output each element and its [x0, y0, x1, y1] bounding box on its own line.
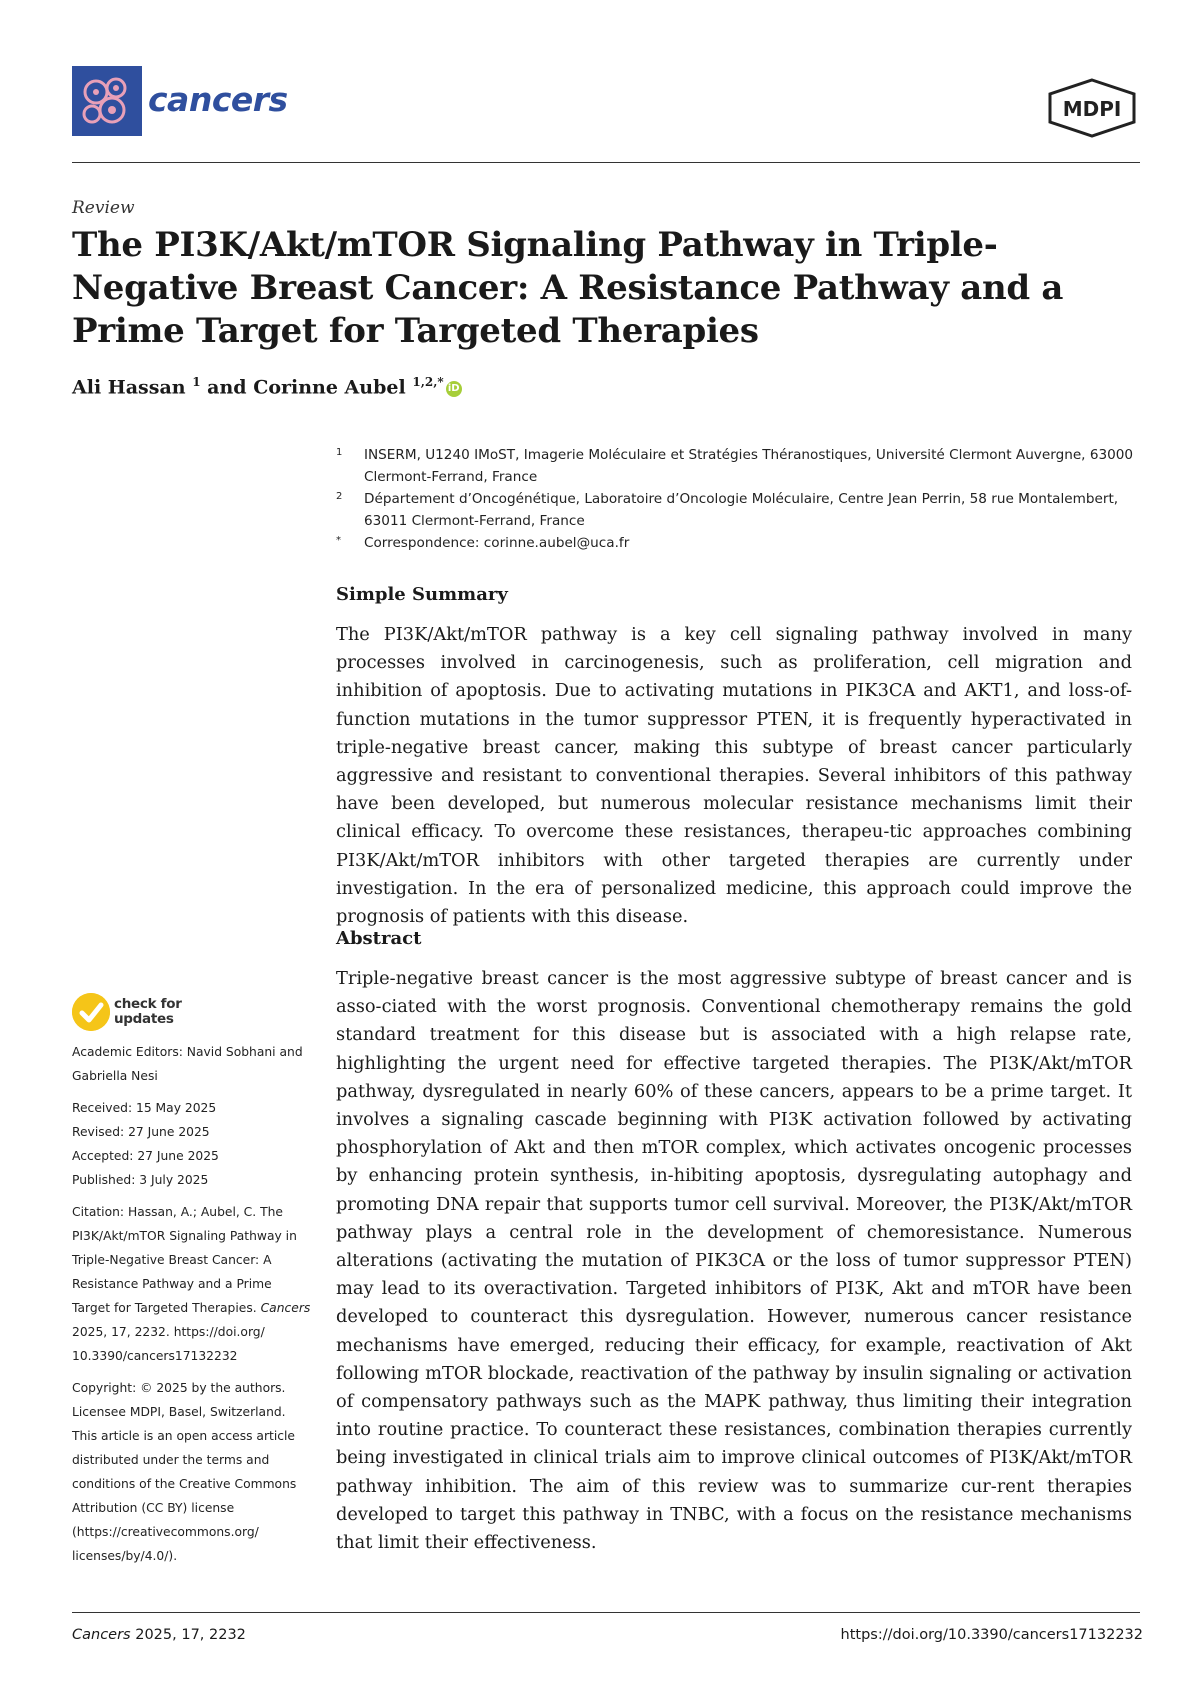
author-name[interactable]: Corinne Aubel	[253, 376, 406, 399]
article-sidebar	[72, 1040, 312, 1576]
orcid-icon[interactable]: iD	[446, 381, 462, 397]
author-conjunction: and	[200, 376, 254, 399]
article-dates	[72, 1096, 312, 1192]
check-for-updates-badge[interactable]	[72, 993, 192, 1033]
footer-journal: Cancers	[72, 1627, 131, 1643]
check-updates-label	[114, 997, 182, 1027]
check-updates-icon	[72, 993, 110, 1031]
header-divider	[72, 162, 1140, 163]
citation-prefix: Citation: Hassan, A.; Aubel, C. The PI3K/Akt/mTOR Signaling Pathway in Triple-Negative Breast Cancer: A Resistance Pathway and a Prime Target for Targeted Therapies.	[72, 1205, 297, 1315]
simple-summary-text: The PI3K/Akt/mTOR pathway is a key cell signaling pathway involved in many processes involved in carcinogenesis, such as proliferation, cell migration and inhibition of apoptosis. Due to activating mutations in PIK3CA and AKT1, and loss-of-function mutations in the tumor suppressor PTEN, it is frequently hyperactivated in triple-negative breast cancer, making this subtype of breast cancer particularly aggressive and resistant to conventional therapies. Several inhibitors of this pathway have been developed, but numerous molecular resistance mechanisms limit their clinical efficacy. To overcome these resistances, therapeu-tic approaches combining PI3K/Akt/mTOR inhibitors with other targeted therapies are currently under investigation. In the era of personalized medicine, this approach could improve the prognosis of patients with this disease.	[336, 624, 1132, 928]
affiliation-text: INSERM, U1240 IMoST, Imagerie Moléculaire et Stratégies Théranostiques, Université Clermont Auvergne, 63000 Clermont-Ferrand, France	[364, 447, 1134, 485]
affiliation-mark: 2	[336, 491, 343, 502]
citation-block	[72, 1200, 312, 1368]
author-affiliation-mark: 1	[192, 375, 201, 389]
affiliation-item	[336, 532, 1144, 554]
citation-doi-link[interactable]: 2025, 17, 2232. https://doi.org/ 10.3390/cancers17132232	[72, 1325, 265, 1363]
affiliation-item	[336, 444, 1144, 488]
article-type: Review	[72, 198, 135, 218]
accepted-date: Accepted: 27 June 2025	[72, 1149, 219, 1163]
affiliation-item	[336, 488, 1144, 532]
revised-date: Revised: 27 June 2025	[72, 1125, 210, 1139]
citation-journal: Cancers	[260, 1301, 311, 1315]
affiliation-text: Département d’Oncogénétique, Laboratoire d’Oncologie Moléculaire, Centre Jean Perrin, 58 rue Montalembert, 63011 Clermont-Ferrand, France	[364, 491, 1119, 529]
affiliations	[336, 444, 1144, 554]
footer-citation	[72, 1627, 246, 1643]
check-updates-line2: updates	[114, 1011, 174, 1027]
article-title: The PI3K/Akt/mTOR Signaling Pathway in Triple-Negative Breast Cancer: A Resistance Pathway and a Prime Target for Targeted Therapies	[72, 225, 1064, 351]
copyright-notice: Copyright: © 2025 by the authors. Licensee MDPI, Basel, Switzerland. This article is an open access article distributed under the terms and conditions of the Creative Commons Attribution (CC BY) license (https://creativecommons.org/ licenses/by/4.0/).	[72, 1381, 297, 1563]
footer-doi-link[interactable]: https://doi.org/10.3390/cancers17132232	[840, 1627, 1143, 1643]
simple-summary-heading: Simple Summary	[336, 584, 508, 605]
received-date: Received: 15 May 2025	[72, 1101, 217, 1115]
mdpi-logo	[1044, 78, 1140, 138]
correspondence-text[interactable]: Correspondence: corinne.aubel@uca.fr	[364, 535, 630, 551]
author-list	[72, 375, 462, 398]
academic-editors: Academic Editors: Navid Sobhani and Gabriella Nesi	[72, 1045, 303, 1083]
mdpi-logo-text: MDPI	[1062, 97, 1122, 121]
abstract-heading: Abstract	[336, 928, 422, 949]
published-date: Published: 3 July 2025	[72, 1173, 209, 1187]
journal-logo-icon	[72, 66, 142, 136]
journal-name: cancers	[148, 80, 288, 119]
abstract-text: Triple-negative breast cancer is the most aggressive subtype of breast cancer and is asso-ciated with the worst prognosis. Conventional chemotherapy remains the gold standard treatment for this disease but is associated with a high relapse rate, highlighting the urgent need for effective targeted therapies. The PI3K/Akt/mTOR pathway, dysregulated in nearly 60% of these cancers, appears to be a prime target. It involves a signaling cascade beginning with PI3K activation followed by activating phosphorylation of Akt and then mTOR complex, which activates oncogenic processes by enhancing protein synthesis, in-hibiting apoptosis, dysregulating autophagy and promoting DNA repair that supports tumor cell survival. Moreover, the PI3K/Akt/mTOR pathway plays a central role in the development of chemoresistance. Numerous alterations (activating the mutation of PIK3CA or the loss of tumor suppressor PTEN) may lead to its overactivation. Targeted inhibitors of PI3K, Akt and mTOR have been developed to counteract this dysregulation. However, numerous cancer resistance mechanisms have emerged, reducing their efficacy, for example, reactivation of Akt following mTOR blockade, reactivation of the pathway by insulin signaling or activation of compensatory pathways such as the MAPK pathway, thus limiting their integration into routine practice. To counteract these resistances, combination therapies currently being investigated in clinical trials aim to improve clinical outcomes of PI3K/Akt/mTOR pathway inhibition. The aim of this review was to summarize cur-rent therapies developed to target this pathway in TNBC, with a focus on the resistance mechanisms that limit their effectiveness.	[336, 968, 1132, 1554]
affiliation-mark: 1	[336, 447, 343, 458]
author-name[interactable]: Ali Hassan	[72, 376, 186, 399]
footer-volume: 2025, 17, 2232	[130, 1627, 246, 1643]
check-updates-line1: check for	[114, 996, 182, 1012]
footer-divider	[72, 1612, 1140, 1613]
author-affiliation-mark: 1,2,*	[412, 375, 444, 389]
affiliation-mark: *	[336, 535, 341, 546]
